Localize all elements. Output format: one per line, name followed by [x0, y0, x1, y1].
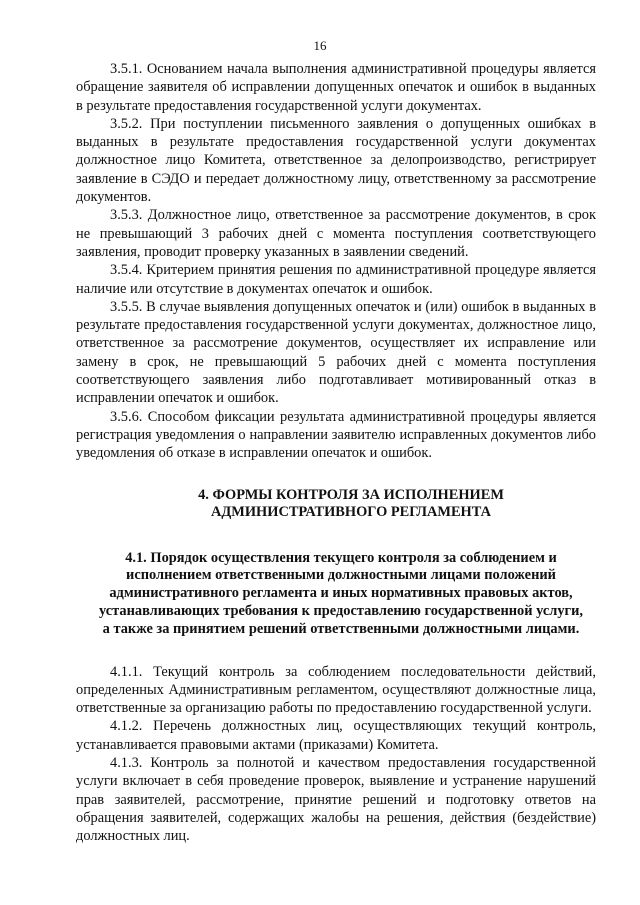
paragraph-3-5-1: 3.5.1. Основанием начала выполнения административной процедуры является обращение заявителя об исправлении допущенных опечаток и ошибок в выданных в результате предоставления государственной услуги документах. [76, 61, 596, 114]
section-4-1-heading-line: 4.1. Порядок осуществления текущего контроля за соблюдением и [125, 549, 557, 566]
paragraph-3-5-5: 3.5.5. В случае выявления допущенных опечаток и (или) ошибок в выданных в результате предоставления государственной услуги документах, должностное лицо, ответственное за рассмотрение документов, осуществляет их исправление или замену в срок, не превышающий 5 рабочих дней с момента поступления соответствующего заявления либо подготавливает мотивированный отказ в исправлении опечаток и ошибок. [76, 298, 596, 407]
paragraph-3-5-2: 3.5.2. При поступлении письменного заявления о допущенных ошибках в выданных в результате предоставления государственной услуги документах должностное лицо Комитета, ответственное за делопроизводство, регистрирует заявление в СЭДО и передает должностному лицу, ответственному за рассмотрение документов. [76, 115, 596, 206]
section-4-1-heading [76, 550, 596, 639]
paragraph-4-1-2: 4.1.2. Перечень должностных лиц, осуществляющих текущий контроль, устанавливается правовыми актами (приказами) Комитета. [76, 718, 596, 753]
section-4-1-heading-line: исполнением ответственными должностными лицами положений [126, 567, 556, 584]
section-4-1-heading-line: административного регламента и иных нормативных правовых актов, [109, 585, 573, 602]
paragraph-4-1-3: 4.1.3. Контроль за полнотой и качеством предоставления государственной услуги включает в себя проведение проверок, выявление и устранение нарушений прав заявителей, рассмотрение, принятие решений и подготовку ответов на обращения заявителей, содержащих жалобы на решения, действия (бездействие) должностных лиц. [76, 755, 596, 845]
paragraph-3-5-6: 3.5.6. Способом фиксации результата административной процедуры является регистрация уведомления о направлении заявителю исправленных документов либо уведомления об отказе в исправлении опечаток и ошибок. [76, 408, 596, 462]
paragraph-4-1-1: 4.1.1. Текущий контроль за соблюдением последовательности действий, определенных Административным регламентом, осуществляют должностные лица, ответственные за организацию работы по предоставлению государственной услуги. [76, 663, 596, 717]
section-4-heading-line-1: 4. ФОРМЫ КОНТРОЛЯ ЗА ИСПОЛНЕНИЕМ [198, 486, 504, 503]
section-4-1-heading-line: а также за принятием решений ответственными должностными лицами. [102, 620, 580, 637]
section-4-heading [76, 487, 596, 522]
paragraph-3-5-3: 3.5.3. Должностное лицо, ответственное за рассмотрение документов, в срок не превышающий 3 рабочих дней с момента поступления соответствующего заявления, проводит проверку указанных в заявлении сведений. [76, 207, 596, 260]
paragraph-3-5-4: 3.5.4. Критерием принятия решения по административной процедуре является наличие или отсутствие в документах опечаток и ошибок. [76, 262, 596, 297]
section-4-1-heading-line: устанавливающих требования к предоставлению государственной услуги, [99, 602, 583, 619]
page-number: 16 [313, 38, 327, 53]
section-4-heading-line-2: АДМИНИСТРАТИВНОГО РЕГЛАМЕНТА [210, 504, 492, 521]
document-body [76, 60, 596, 845]
